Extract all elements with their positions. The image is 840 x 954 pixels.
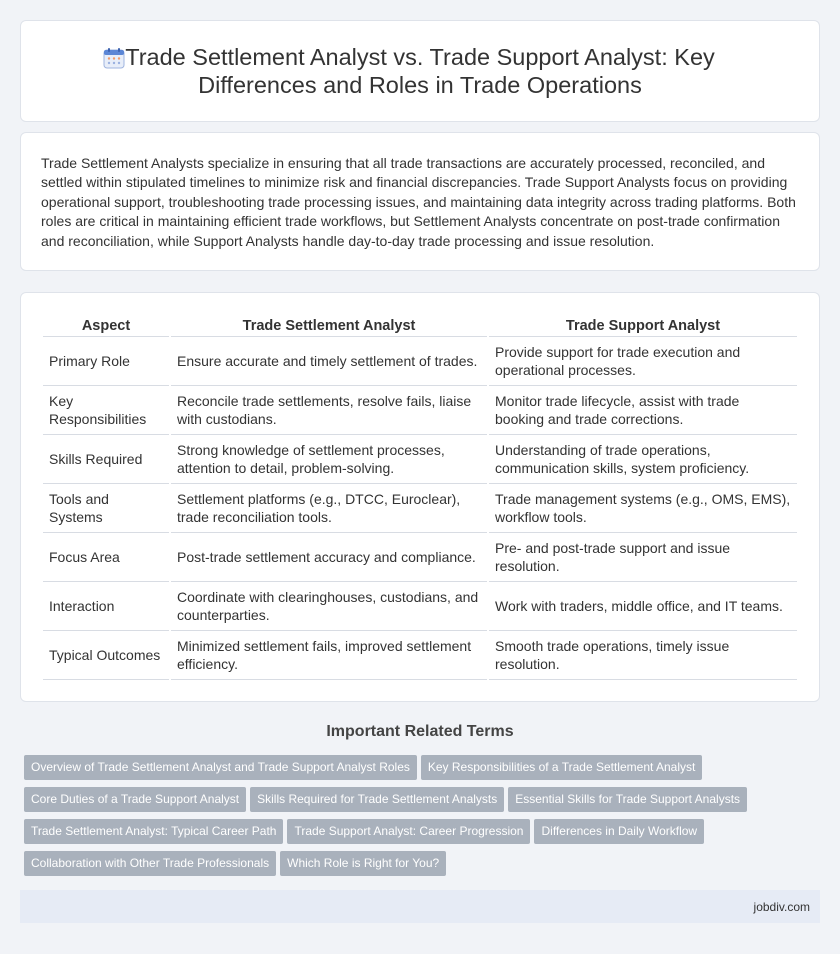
table-header-row (43, 315, 797, 337)
intro-paragraph: Trade Settlement Analysts specialize in ensuring that all trade transactions are accurately processed, reconciled, and settled within stipulated timelines to minimize risk and financial discrepancies. Trade Support Analysts focus on providing operational support, troubleshooting trade processing issues, and maintaining data integrity across trading platforms. Both roles are critical in maintaining efficient trade workflows, but Settlement Analysts concentrate on post-trade confirmation and reconciliation, while Support Analysts handle day-to-day trade processing and issue resolution. (41, 155, 796, 249)
related-term-link[interactable]: Collaboration with Other Trade Professionals (24, 851, 276, 876)
tag-row (24, 755, 784, 787)
tag-row (24, 819, 784, 851)
table-row (43, 386, 797, 435)
table-row (43, 337, 797, 386)
title-card (20, 20, 820, 122)
cell-support: Work with traders, middle office, and IT teams. (489, 582, 797, 631)
page-title: Trade Settlement Analyst vs. Trade Support Analyst: Key Differences and Roles in Trade Operations (125, 44, 715, 98)
cell-support: Trade management systems (e.g., OMS, EMS), workflow tools. (489, 484, 797, 533)
cell-settlement: Minimized settlement fails, improved settlement efficiency. (171, 631, 487, 680)
table-row (43, 435, 797, 484)
column-header-support: Trade Support Analyst (489, 315, 797, 337)
cell-support: Provide support for trade execution and operational processes. (489, 337, 797, 386)
cell-support: Pre- and post-trade support and issue resolution. (489, 533, 797, 582)
cell-aspect: Typical Outcomes (43, 631, 169, 680)
column-header-settlement: Trade Settlement Analyst (171, 315, 487, 337)
footer (20, 890, 820, 923)
column-header-aspect: Aspect (43, 315, 169, 337)
tag-row (24, 787, 784, 819)
cell-aspect: Primary Role (43, 337, 169, 386)
cell-settlement: Strong knowledge of settlement processes, attention to detail, problem-solving. (171, 435, 487, 484)
footer-site-link[interactable]: jobdiv.com (753, 900, 810, 914)
cell-aspect: Skills Required (43, 435, 169, 484)
related-term-link[interactable]: Core Duties of a Trade Support Analyst (24, 787, 246, 812)
table-row (43, 582, 797, 631)
table-row (43, 631, 797, 680)
table-row (43, 484, 797, 533)
related-term-link[interactable]: Key Responsibilities of a Trade Settlement Analyst (421, 755, 702, 780)
tag-row (24, 851, 784, 883)
table-row (43, 533, 797, 582)
comparison-table (41, 315, 799, 680)
cell-support: Smooth trade operations, timely issue resolution. (489, 631, 797, 680)
related-terms-heading: Important Related Terms (326, 723, 514, 740)
cell-settlement: Coordinate with clearinghouses, custodians, and counterparties. (171, 582, 487, 631)
related-term-link[interactable]: Trade Support Analyst: Career Progression (287, 819, 530, 844)
intro-card (20, 132, 820, 271)
cell-aspect: Tools and Systems (43, 484, 169, 533)
comparison-card (20, 292, 820, 702)
related-term-link[interactable]: Trade Settlement Analyst: Typical Career Path (24, 819, 283, 844)
related-term-link[interactable]: Skills Required for Trade Settlement Analysts (250, 787, 504, 812)
related-term-link[interactable]: Which Role is Right for You? (280, 851, 446, 876)
cell-settlement: Post-trade settlement accuracy and compliance. (171, 533, 487, 582)
cell-settlement: Settlement platforms (e.g., DTCC, Euroclear), trade reconciliation tools. (171, 484, 487, 533)
cell-aspect: Focus Area (43, 533, 169, 582)
related-term-link[interactable]: Differences in Daily Workflow (534, 819, 704, 844)
cell-support: Monitor trade lifecycle, assist with trade booking and trade corrections. (489, 386, 797, 435)
cell-aspect: Interaction (43, 582, 169, 631)
cell-support: Understanding of trade operations, communication skills, system proficiency. (489, 435, 797, 484)
cell-aspect: Key Responsibilities (43, 386, 169, 435)
related-term-link[interactable]: Essential Skills for Trade Support Analysts (508, 787, 747, 812)
related-terms-list (24, 755, 784, 883)
cell-settlement: Reconcile trade settlements, resolve fails, liaise with custodians. (171, 386, 487, 435)
cell-settlement: Ensure accurate and timely settlement of trades. (171, 337, 487, 386)
related-term-link[interactable]: Overview of Trade Settlement Analyst and Trade Support Analyst Roles (24, 755, 417, 780)
